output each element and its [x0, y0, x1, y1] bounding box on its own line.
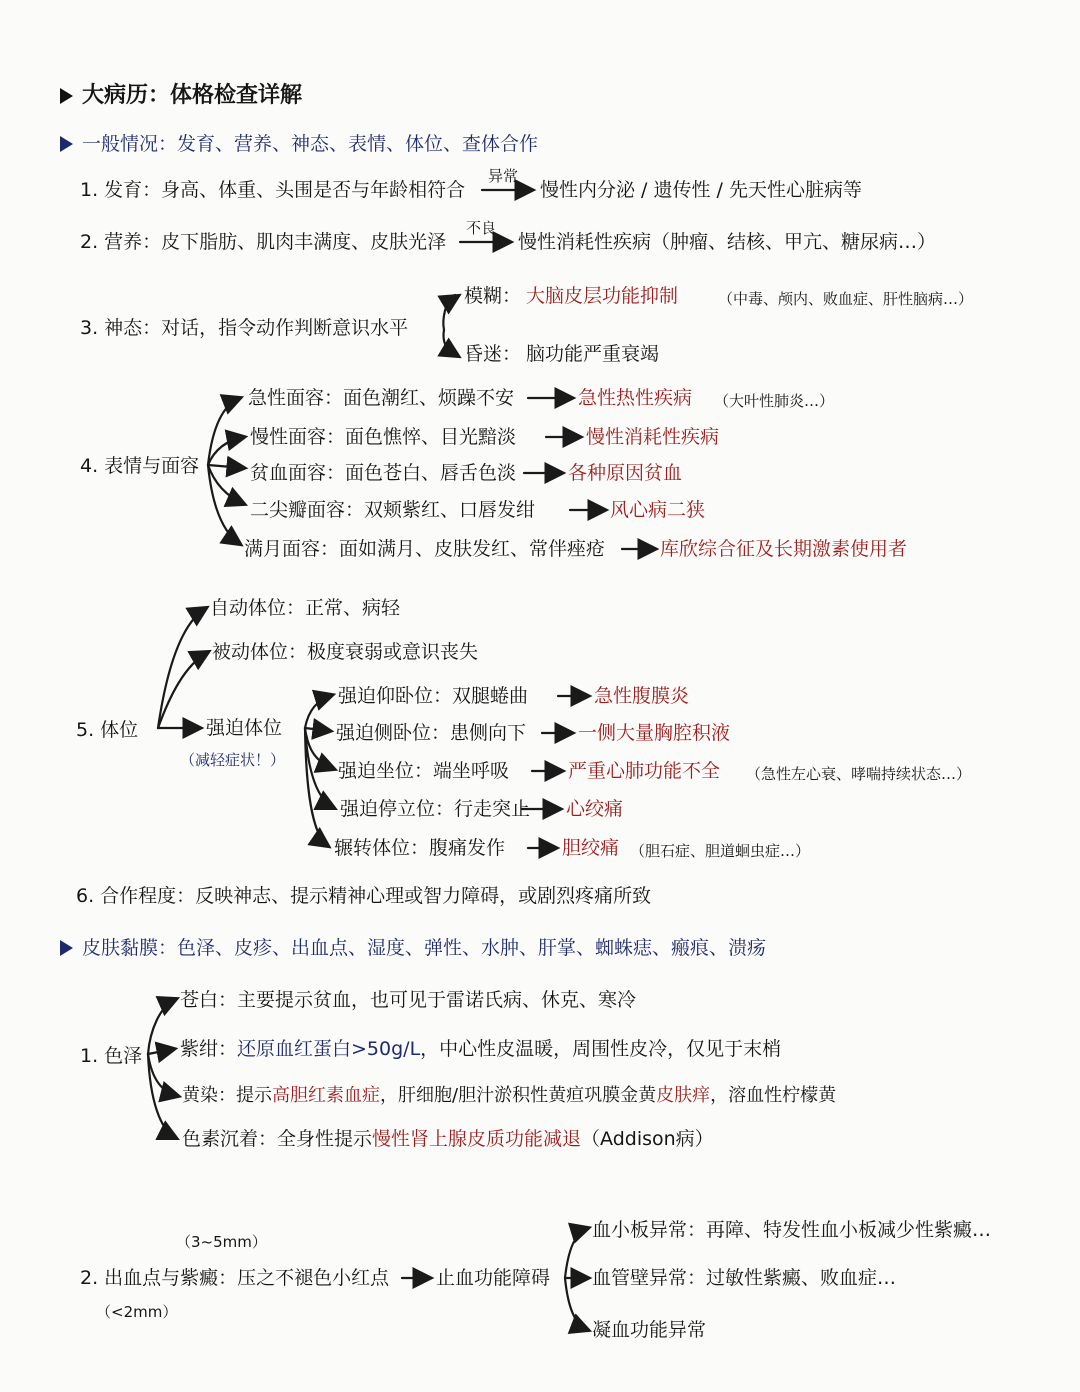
cyanosis-prefix: 紫绀：	[180, 1038, 238, 1060]
fan-position	[158, 608, 208, 728]
consciousness-text: 3. 神态：对话，指令动作判断意识水平	[80, 317, 409, 339]
skin-jaundice	[182, 1084, 836, 1108]
facies-item-left: 满月面容：面如满月、皮肤发红、常伴痤疮	[244, 538, 606, 560]
triangle-bullet-icon	[60, 88, 73, 104]
fan-bleeding	[565, 1228, 588, 1330]
facies-item-right: 慢性消耗性疾病	[586, 426, 720, 448]
skin-pigmentation	[182, 1127, 714, 1151]
position-forced: 强迫体位	[206, 717, 283, 739]
facies-item-left: 急性面容：面色潮红、烦躁不安	[248, 387, 515, 409]
skin-cyanosis	[180, 1037, 781, 1061]
pigment-addison: 慢性肾上腺皮质功能减退	[372, 1128, 582, 1150]
cyanosis-suffix: ，中心性皮温暖，周围性皮冷，仅见于末梢	[420, 1038, 782, 1060]
position-label: 5. 体位	[76, 719, 139, 741]
forced-item-left: 强迫侧卧位：患侧向下	[336, 722, 527, 744]
bleeding-middle: 止血功能障碍	[436, 1267, 551, 1289]
position-forced-note: （减轻症状！）	[180, 751, 286, 769]
forced-item-note: （急性左心衰、哮喘持续状态…）	[746, 765, 972, 783]
triangle-bullet-icon	[60, 940, 73, 956]
blur-label: 模糊：	[464, 285, 522, 307]
skin-pale: 苍白：主要提示贫血，也可见于雷诺氏病、休克、寒冷	[180, 989, 637, 1011]
development-arrow-label: 异常	[488, 167, 519, 185]
bleeding-item: 血管壁异常：过敏性紫癜、败血症…	[592, 1267, 897, 1289]
section-heading-general: 一般情况：发育、营养、神态、表情、体位、查体合作	[82, 133, 539, 155]
jaundice-prefix: 黄染：提示	[182, 1085, 272, 1106]
development-result: 慢性内分泌 / 遗传性 / 先天性心脏病等	[540, 179, 862, 201]
development-text: 1. 发育：身高、体重、头围是否与年龄相符合	[80, 179, 466, 201]
forced-item-left: 辗转体位：腹痛发作	[334, 837, 506, 859]
bleeding-item: 血小板异常：再障、特发性血小板减少性紫癜…	[592, 1219, 992, 1241]
page-title: 大病历：体格检查详解	[82, 83, 303, 108]
jaundice-mid: ，肝细胞/胆汁淤积性黄疸巩膜金黄	[380, 1085, 657, 1106]
coma-label: 昏迷：	[464, 343, 522, 365]
facies-item-left: 二尖瓣面容：双颊紫红、口唇发绀	[250, 499, 536, 521]
jaundice-hyperbilirubinemia: 高胆红素血症	[272, 1085, 380, 1106]
brace-consciousness	[443, 295, 456, 356]
jaundice-itch: 皮肤痒	[656, 1085, 711, 1106]
coma-value: 脑功能严重衰竭	[526, 343, 660, 365]
forced-item-left: 强迫停立位：行走突止	[340, 798, 531, 820]
bleeding-size-large: （3~5mm）	[176, 1233, 267, 1251]
facies-item-right: 风心病二狭	[610, 499, 706, 521]
forced-item-right: 胆绞痛	[562, 837, 620, 859]
triangle-bullet-icon	[60, 136, 73, 152]
fan-skin-color	[148, 999, 178, 1138]
forced-item-right: 一侧大量胸腔积液	[578, 722, 731, 744]
forced-item-right: 急性腹膜炎	[594, 685, 690, 707]
facies-item-right: 各种原因贫血	[568, 462, 683, 484]
position-active: 自动体位：正常、病轻	[210, 597, 401, 619]
forced-item-note: （胆石症、胆道蛔虫症…）	[630, 842, 811, 860]
facies-item-right: 库欣综合征及长期激素使用者	[660, 538, 908, 560]
cooperation-text: 6. 合作程度：反映神志、提示精神心理或智力障碍，或剧烈疼痛所致	[76, 885, 652, 907]
pigment-prefix: 色素沉着：全身性提示	[182, 1128, 373, 1150]
nutrition-arrow-label: 不良	[466, 219, 497, 237]
position-passive: 被动体位：极度衰弱或意识丧失	[212, 641, 479, 663]
forced-item-left: 强迫坐位：端坐呼吸	[338, 760, 510, 782]
fan-facies	[208, 398, 244, 544]
bleeding-item: 凝血功能异常	[592, 1319, 707, 1341]
nutrition-text: 2. 营养：皮下脂肪、肌肉丰满度、皮肤光泽	[80, 231, 447, 253]
facies-label: 4. 表情与面容	[80, 455, 200, 477]
cyanosis-threshold: 还原血红蛋白>50g/L	[237, 1038, 421, 1060]
forced-item-left: 强迫仰卧位：双腿蜷曲	[338, 685, 529, 707]
section-heading-skin: 皮肤黏膜：色泽、皮疹、出血点、湿度、弹性、水肿、肝掌、蜘蛛痣、瘢痕、溃疡	[82, 937, 767, 959]
forced-item-right: 严重心肺功能不全	[568, 760, 721, 782]
blur-value: 大脑皮层功能抑制	[526, 285, 679, 307]
facies-item-left: 贫血面容：面色苍白、唇舌色淡	[250, 462, 517, 484]
pigment-suffix: （Addison病）	[581, 1128, 714, 1150]
bleeding-size-small: （<2mm）	[96, 1303, 178, 1321]
facies-item-right: 急性热性疾病	[578, 387, 693, 409]
nutrition-result: 慢性消耗性疾病（肿瘤、结核、甲亢、糖尿病…）	[518, 231, 937, 253]
bleeding-text: 2. 出血点与紫癜：压之不褪色小红点	[80, 1267, 390, 1289]
forced-item-right: 心绞痛	[566, 798, 624, 820]
jaundice-suffix: ，溶血性柠檬黄	[710, 1085, 837, 1106]
fan-forced-position	[305, 695, 334, 846]
skin-color-label: 1. 色泽	[80, 1045, 143, 1067]
facies-item-note: （大叶性肺炎…）	[714, 392, 835, 410]
facies-item-left: 慢性面容：面色憔悴、目光黯淡	[250, 426, 517, 448]
blur-note: （中毒、颅内、败血症、肝性脑病…）	[718, 290, 974, 308]
